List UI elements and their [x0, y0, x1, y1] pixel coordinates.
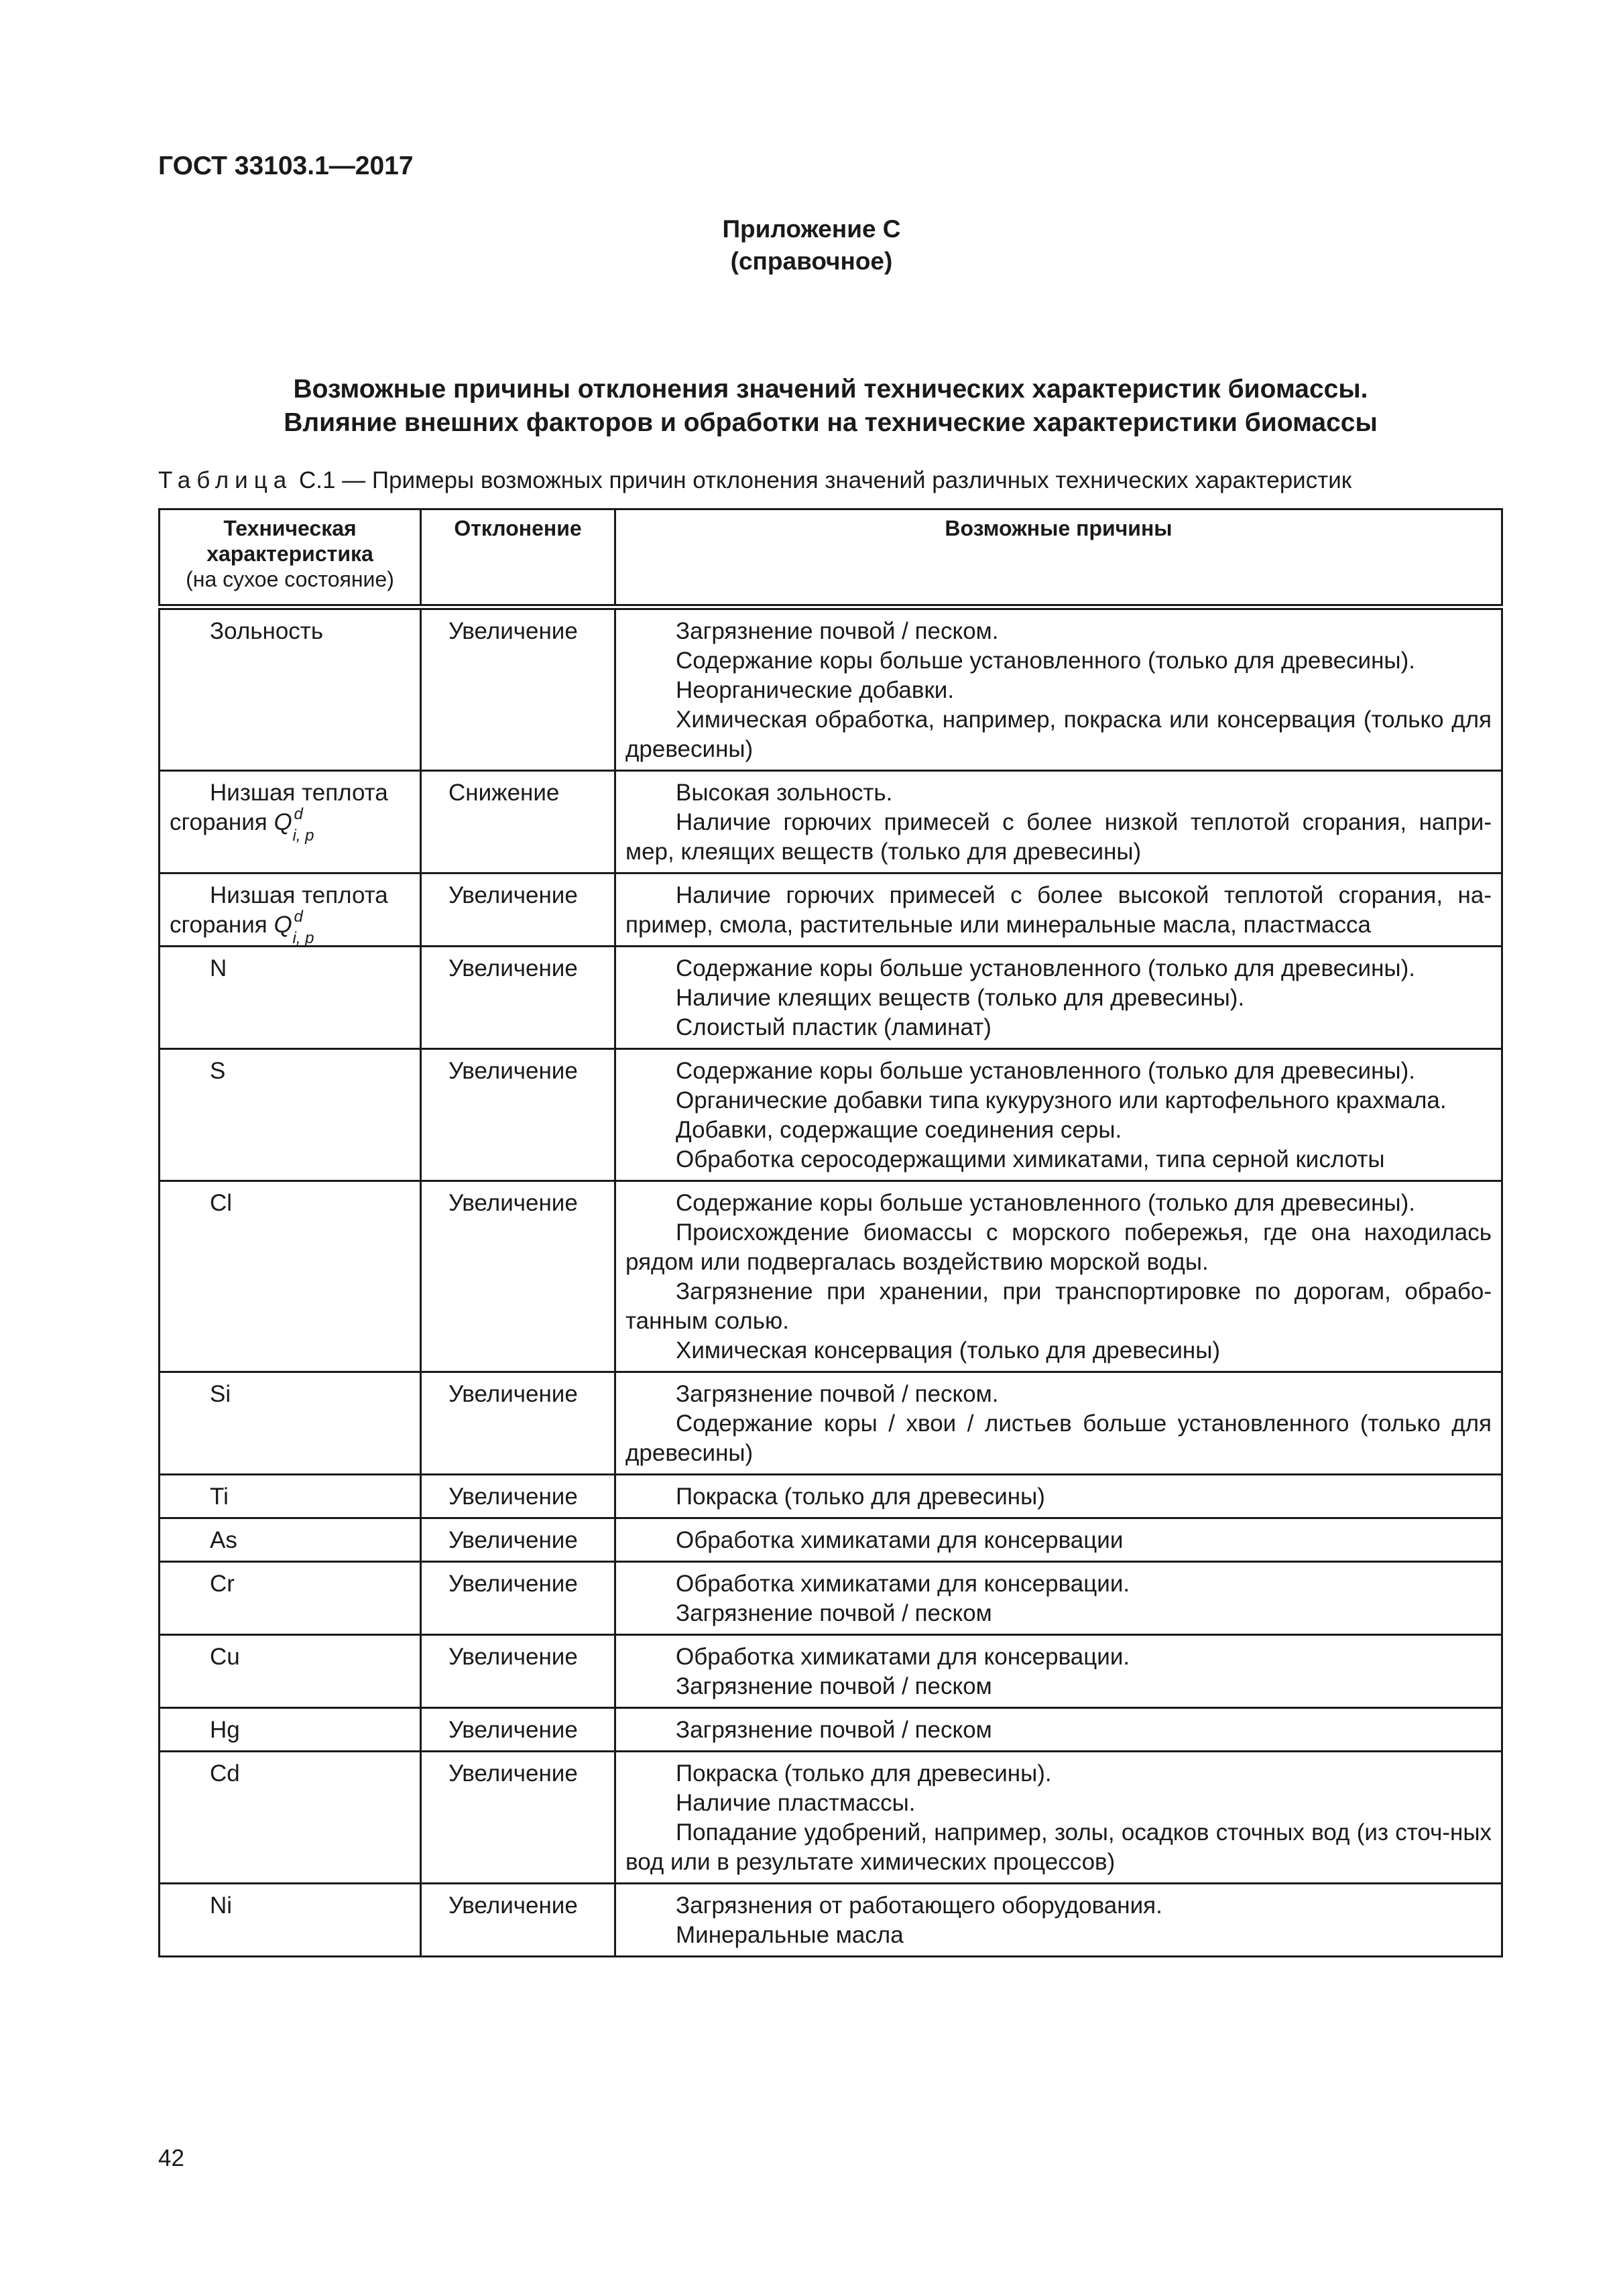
- cell-causes: [615, 1752, 1502, 1884]
- characteristic-name-cont: сгорания: [170, 809, 274, 835]
- cause-item: Высокая зольность.: [676, 780, 893, 806]
- cause-item: Загрязнение при хранении, при транспортировке по дорогам, обрабо-танным солью.: [625, 1278, 1492, 1334]
- cell-deviation: Увеличение: [421, 1372, 615, 1475]
- cause-item: Наличие пластмассы.: [676, 1790, 916, 1816]
- table-row: [160, 1752, 1502, 1884]
- cell-causes: [615, 873, 1502, 947]
- cause-item: Покраска (только для древесины): [676, 1484, 1045, 1510]
- cell-characteristic: [160, 1049, 421, 1181]
- cause-item: Загрязнение почвой / песком.: [676, 1381, 999, 1407]
- table-row: [160, 771, 1502, 873]
- table-row: [160, 947, 1502, 1049]
- header-characteristic: [160, 509, 421, 607]
- cause-item: Загрязнение почвой / песком: [676, 1673, 992, 1699]
- table-header-row: [160, 509, 1502, 607]
- cell-deviation: Увеличение: [421, 1562, 615, 1635]
- cause-item: Содержание коры больше установленного (только для древесины).: [676, 1190, 1415, 1216]
- cell-deviation: Увеличение: [421, 1635, 615, 1708]
- cause-item: Загрязнение почвой / песком: [676, 1717, 992, 1743]
- cell-causes: [615, 1708, 1502, 1752]
- header-causes: Возможные причины: [615, 509, 1502, 607]
- table-row: [160, 873, 1502, 947]
- header-deviation: Отклонение: [421, 509, 615, 607]
- characteristic-name: Si: [210, 1381, 231, 1407]
- cause-item: Загрязнение почвой / песком.: [676, 618, 999, 644]
- cause-item: Попадание удобрений, например, золы, осадков сточных вод (из сточ-ных вод или в результате химических процессов): [625, 1819, 1492, 1875]
- cell-causes: [615, 1518, 1502, 1562]
- cause-item: Содержание коры больше установленного (только для древесины).: [676, 955, 1415, 981]
- table-row: [160, 1635, 1502, 1708]
- characteristic-name: Зольность: [210, 618, 324, 644]
- cell-deviation: Увеличение: [421, 1049, 615, 1181]
- causes-table: [158, 508, 1503, 1957]
- cell-characteristic: [160, 1562, 421, 1635]
- cell-causes: [615, 1562, 1502, 1635]
- cause-item: Неорганические добавки.: [676, 677, 955, 703]
- cell-deviation: Увеличение: [421, 873, 615, 947]
- table-row: [160, 1475, 1502, 1518]
- characteristic-name-cont: сгорания: [170, 912, 274, 938]
- symbol-superscript: d: [294, 805, 303, 823]
- annex-label: Приложение С: [722, 215, 901, 243]
- cause-item: Обработка химикатами для консервации.: [676, 1571, 1130, 1597]
- calorific-value-symbol: [274, 805, 314, 845]
- cell-causes: [615, 1181, 1502, 1372]
- document-code: ГОСТ 33103.1—2017: [158, 152, 414, 180]
- cell-characteristic: [160, 607, 421, 771]
- table-row: [160, 1884, 1502, 1957]
- cell-causes: [615, 1372, 1502, 1475]
- cell-characteristic: [160, 873, 421, 947]
- cell-characteristic: [160, 1708, 421, 1752]
- cell-causes: [615, 1049, 1502, 1181]
- cause-item: Происхождение биомассы с морского побережья, где она находилась рядом или подвергалась воздействию морской воды.: [625, 1219, 1492, 1275]
- cause-item: Наличие горючих примесей с более высокой теплотой сгорания, на-пример, смола, растительные или минеральные масла, пластмасса: [625, 882, 1492, 938]
- symbol-main: Q: [274, 912, 292, 938]
- cause-item: Слоистый пластик (ламинат): [676, 1014, 991, 1040]
- table-row: [160, 1372, 1502, 1475]
- characteristic-name: Cu: [210, 1644, 240, 1670]
- symbol-main: Q: [274, 809, 292, 835]
- table-caption: [158, 467, 1351, 494]
- table-row: [160, 1708, 1502, 1752]
- cell-characteristic: [160, 947, 421, 1049]
- characteristic-name: S: [210, 1058, 226, 1084]
- cause-item: Содержание коры / хвои / листьев больше установленного (только для древесины): [625, 1410, 1492, 1466]
- characteristic-name: Низшая теплота: [210, 882, 388, 908]
- cell-characteristic: [160, 1518, 421, 1562]
- characteristic-name: N: [210, 955, 227, 981]
- annex-title: [158, 373, 1503, 440]
- table-caption-text: С.1 — Примеры возможных причин отклонения значений различных технических характеристик: [292, 467, 1352, 493]
- symbol-subscript: i, p: [292, 929, 314, 947]
- symbol-superscript: d: [294, 908, 303, 926]
- characteristic-name: Cl: [210, 1190, 233, 1216]
- cause-item: Обработка химикатами для консервации.: [676, 1644, 1130, 1670]
- cause-item: Химическая консервация (только для древесины): [676, 1337, 1221, 1364]
- cause-item: Органические добавки типа кукурузного или картофельного крахмала.: [676, 1087, 1447, 1113]
- cause-item: Покраска (только для древесины).: [676, 1760, 1052, 1787]
- cell-characteristic: [160, 1752, 421, 1884]
- cause-item: Химическая обработка, например, покраска или консервация (только для древесины): [625, 707, 1492, 762]
- cell-characteristic: [160, 1635, 421, 1708]
- table-row: [160, 1049, 1502, 1181]
- cause-item: Наличие клеящих веществ (только для древесины).: [676, 985, 1245, 1011]
- cause-item: Содержание коры больше установленного (только для древесины).: [676, 1058, 1415, 1084]
- cell-deviation: Увеличение: [421, 1884, 615, 1957]
- page-number: 42: [158, 2145, 184, 2171]
- table-row: [160, 607, 1502, 771]
- cell-deviation: Снижение: [421, 771, 615, 873]
- cause-item: Обработка химикатами для консервации: [676, 1527, 1124, 1553]
- cell-characteristic: [160, 771, 421, 873]
- table-row: [160, 1181, 1502, 1372]
- symbol-subscript: i, p: [292, 827, 314, 845]
- annex-heading: [0, 213, 1623, 278]
- cell-causes: [615, 1475, 1502, 1518]
- cause-item: Загрязнение почвой / песком: [676, 1600, 992, 1626]
- cell-deviation: Увеличение: [421, 1181, 615, 1372]
- cause-item: Загрязнения от работающего оборудования.: [676, 1892, 1162, 1919]
- cell-characteristic: [160, 1372, 421, 1475]
- cause-item: Наличие горючих примесей с более низкой теплотой сгорания, напри-мер, клеящих веществ (только для древесины): [625, 809, 1492, 865]
- characteristic-name: Cr: [210, 1571, 235, 1597]
- cell-causes: [615, 607, 1502, 771]
- header-characteristic-line-3: (на сухое состояние): [186, 567, 394, 591]
- characteristic-name: Ni: [210, 1892, 233, 1919]
- cause-item: Обработка серосодержащими химикатами, типа серной кислоты: [676, 1146, 1385, 1172]
- annex-title-line-2: Влияние внешних факторов и обработки на технические характеристики биомассы: [284, 408, 1378, 437]
- cell-causes: [615, 771, 1502, 873]
- header-characteristic-line-1: Техническая: [223, 516, 357, 540]
- cell-characteristic: [160, 1475, 421, 1518]
- cell-deviation: Увеличение: [421, 1708, 615, 1752]
- characteristic-name: Низшая теплота: [210, 780, 388, 806]
- cell-deviation: Увеличение: [421, 947, 615, 1049]
- table-caption-label: Таблица: [158, 467, 293, 493]
- cell-deviation: Увеличение: [421, 1752, 615, 1884]
- annex-type: (справочное): [730, 247, 893, 275]
- characteristic-name: Cd: [210, 1760, 240, 1787]
- cell-causes: [615, 1884, 1502, 1957]
- cell-characteristic: [160, 1884, 421, 1957]
- annex-title-line-1: Возможные причины отклонения значений технических характеристик биомассы.: [293, 375, 1368, 404]
- cause-item: Содержание коры больше установленного (только для древесины).: [676, 648, 1415, 674]
- cause-item: Минеральные масла: [676, 1922, 904, 1948]
- calorific-value-symbol: [274, 908, 314, 947]
- cell-deviation: Увеличение: [421, 1475, 615, 1518]
- characteristic-name: Hg: [210, 1717, 240, 1743]
- table-row: [160, 1518, 1502, 1562]
- characteristic-name: As: [210, 1527, 237, 1553]
- cell-causes: [615, 947, 1502, 1049]
- characteristic-name: Ti: [210, 1484, 229, 1510]
- cause-item: Добавки, содержащие соединения серы.: [676, 1117, 1122, 1143]
- cell-characteristic: [160, 1181, 421, 1372]
- cell-causes: [615, 1635, 1502, 1708]
- table-row: [160, 1562, 1502, 1635]
- cell-deviation: Увеличение: [421, 607, 615, 771]
- table-body: [160, 607, 1502, 1957]
- header-characteristic-line-2: характеристика: [206, 542, 373, 566]
- cell-deviation: Увеличение: [421, 1518, 615, 1562]
